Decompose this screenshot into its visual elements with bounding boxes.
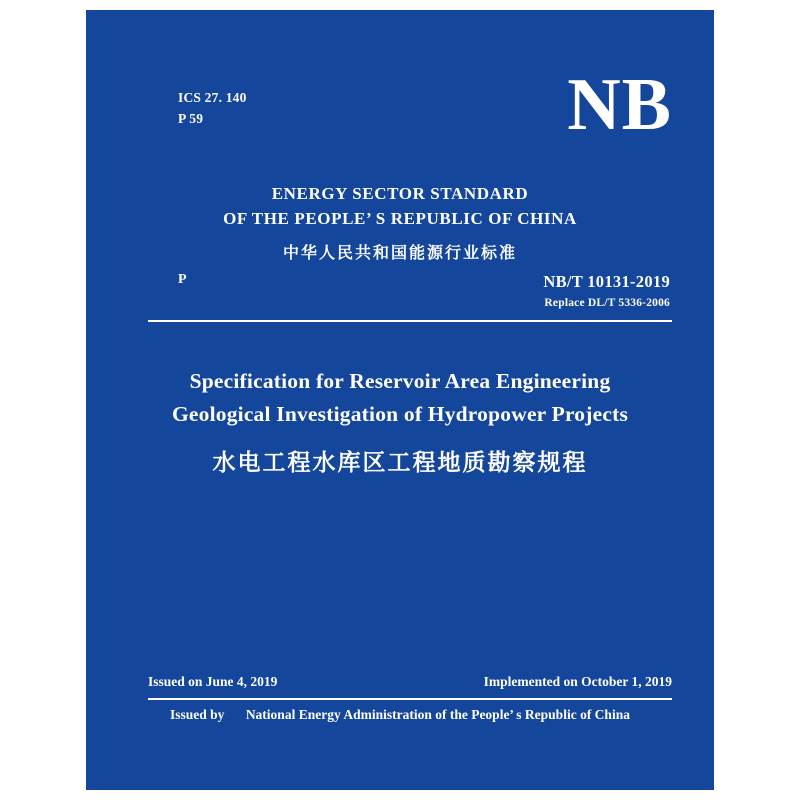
nb-logo: NB xyxy=(567,64,672,146)
standard-name-line-1: ENERGY SECTOR STANDARD xyxy=(271,184,529,203)
standard-issuer-block xyxy=(86,182,714,263)
ics-classification-block xyxy=(178,88,247,130)
implemented-date: Implemented on October 1, 2019 xyxy=(483,674,672,689)
standard-cover-page xyxy=(86,10,714,790)
standard-name-chinese: 中华人民共和国能源行业标准 xyxy=(282,243,517,263)
ics-number: ICS 27. 140 xyxy=(178,90,247,105)
standard-code-block xyxy=(543,272,670,309)
title-english-line-1: Specification for Reservoir Area Engineering xyxy=(189,369,611,393)
title-chinese: 水电工程水库区工程地质勘察规程 xyxy=(212,450,588,477)
title-english-line-2: Geological Investigation of Hydropower Projects xyxy=(171,401,629,426)
classification-code: P 59 xyxy=(178,110,204,126)
issued-by-label: Issued by xyxy=(170,707,225,722)
dates-row xyxy=(148,674,672,690)
divider-top xyxy=(148,320,672,322)
replaced-standard: Replace DL/T 5336-2006 xyxy=(544,297,670,309)
standard-name-line-2: OF THE PEOPLE’ S REPUBLIC OF CHINA xyxy=(223,208,577,228)
standard-number: NB/T 10131-2019 xyxy=(543,272,670,291)
divider-bottom xyxy=(148,698,672,700)
issuing-organization: National Energy Administration of the People’ s Republic of China xyxy=(245,707,630,722)
document-title-block xyxy=(86,365,714,477)
standard-code-row xyxy=(86,272,714,318)
code-prefix: P xyxy=(178,272,187,287)
issued-date: Issued on June 4, 2019 xyxy=(148,674,278,689)
issued-by-row xyxy=(86,707,714,723)
